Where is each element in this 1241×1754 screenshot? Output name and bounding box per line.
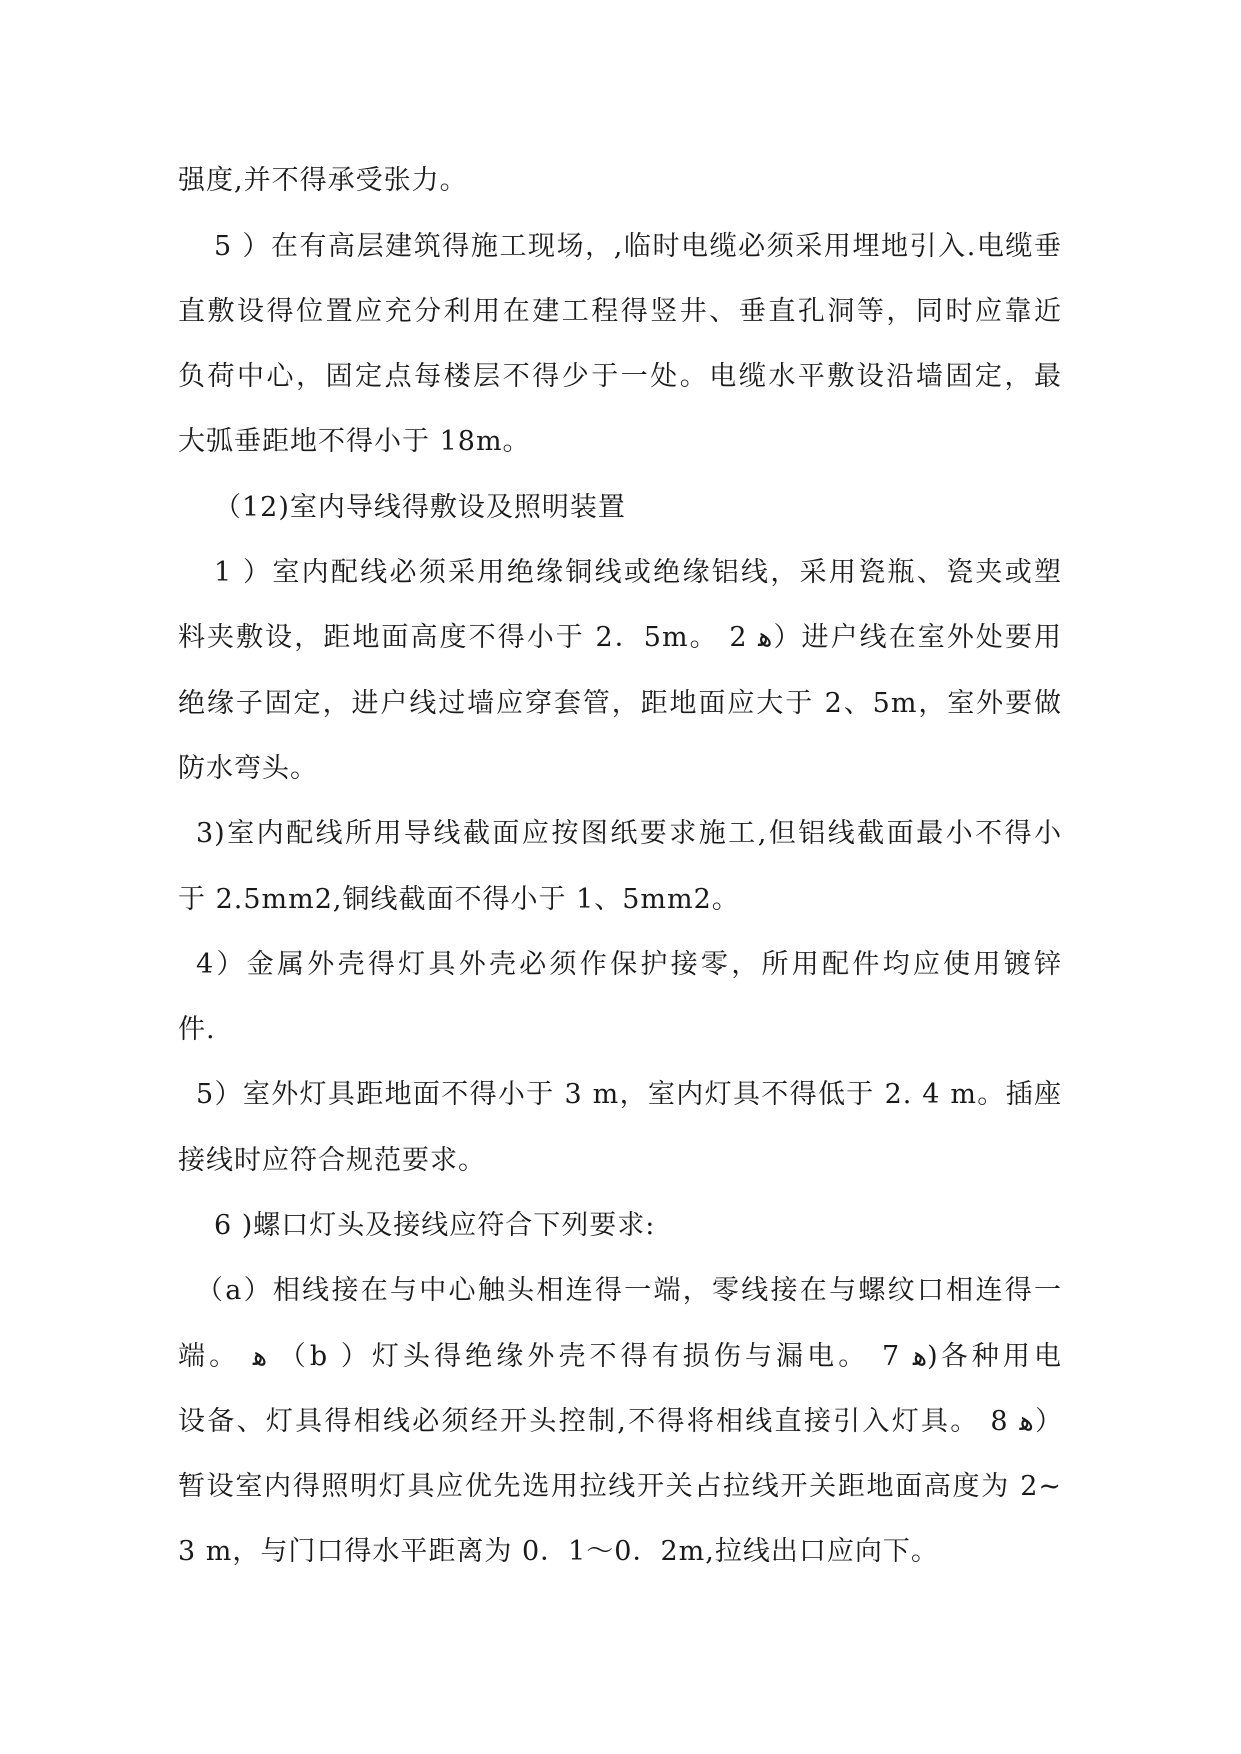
text-line: 4）金属外壳得灯具外壳必须作保护接零，所用配件均应使用镀锌: [196, 949, 1062, 980]
text-line: 5 ）在有高层建筑得施工现场，,临时电缆必须采用埋地引入.电缆垂: [214, 231, 1062, 262]
text-line: 于 2.5mm2,铜线截面不得小于 1、5mm2。: [178, 884, 740, 915]
text-line: 6 )螺口灯头及接线应符合下列要求:: [214, 1210, 656, 1241]
text-line: （a）相线接在与中心触头相连得一端，零线接在与螺纹口相连得一: [196, 1275, 1062, 1306]
text-line: 强度,并不得承受张力。: [178, 165, 468, 196]
section-heading: （12)室内导线得敷设及照明装置: [214, 492, 626, 523]
text-line: 直敷设得位置应充分利用在建工程得竖井、垂直孔洞等，同时应靠近: [178, 296, 1062, 327]
text-line: 3 m，与门口得水平距离为 0．1～0．2m,拉线出口应向下。: [178, 1536, 939, 1567]
text-line: 接线时应符合规范要求。: [178, 1145, 486, 1176]
text-line: 负荷中心，固定点每楼层不得少于一处。电缆水平敷设沿墙固定，最: [178, 361, 1062, 392]
text-line: 5）室外灯具距地面不得小于 3 m，室内灯具不得低于 2. 4 m。插座: [196, 1079, 1062, 1110]
text-line: 件.: [178, 1014, 216, 1045]
text-line: 防水弯头。: [178, 753, 318, 784]
text-line: 设备、灯具得相线必须经开头控制,不得将相线直接引入灯具。 8 ﻫ）: [178, 1406, 1062, 1437]
text-line: 3)室内配线所用导线截面应按图纸要求施工,但铝线截面最小不得小: [196, 818, 1062, 849]
text-line: 大弧垂距地不得小于 18m。: [178, 426, 531, 457]
text-line: 1 ）室内配线必须采用绝缘铜线或绝缘铝线，采用瓷瓶、瓷夹或塑: [214, 557, 1062, 588]
text-line: 端。 ﻫ （b ）灯头得绝缘外壳不得有损伤与漏电。 7 ﻫ)各种用电: [178, 1341, 1062, 1372]
text-line: 暂设室内得照明灯具应优先选用拉线开关占拉线开关距地面高度为 2~: [178, 1471, 1062, 1502]
text-line: 绝缘子固定，进户线过墙应穿套管，距地面应大于 2、5m，室外要做: [178, 688, 1062, 719]
text-line: 料夹敷设，距地面高度不得小于 2．5m。 2 ﻫ）进户线在室外处要用: [178, 622, 1063, 653]
